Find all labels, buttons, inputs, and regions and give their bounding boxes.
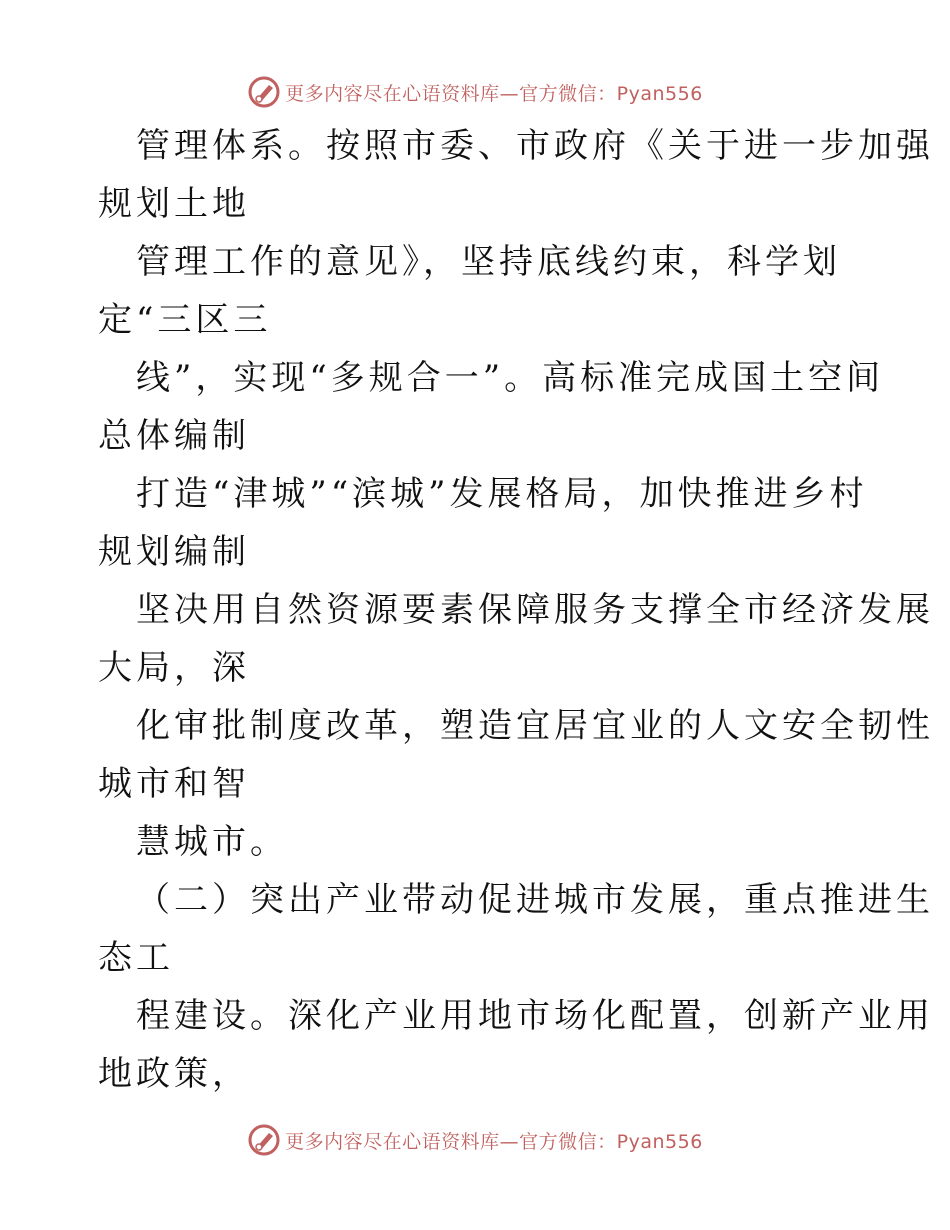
paragraph [0, 816, 950, 874]
paragraph-line: 程建设。深化产业用地市场化配置，创新产业用 [136, 996, 934, 1036]
paragraph [0, 120, 950, 236]
pen-logo-icon [247, 75, 281, 109]
paragraph-line-wrap: 态工 [98, 938, 174, 978]
paragraph [0, 990, 950, 1106]
paragraph-line: 化审批制度改革，塑造宜居宜业的人文安全韧性 [136, 706, 934, 746]
pen-logo-icon [247, 1123, 281, 1157]
paragraph-line-wrap: 规划编制 [98, 532, 250, 572]
paragraph-line-wrap: 定“三区三 [98, 300, 272, 340]
footer-watermark [0, 1120, 950, 1160]
paragraph [0, 468, 950, 584]
document-body [0, 120, 950, 1106]
header-watermark [0, 72, 950, 112]
paragraph-line-wrap: 地政策， [98, 1054, 250, 1094]
paragraph-line-wrap: 总体编制 [98, 416, 250, 456]
paragraph-line: （二）突出产业带动促进城市发展，重点推进生 [136, 880, 934, 920]
paragraph-line-wrap: 城市和智 [98, 764, 250, 804]
paragraph-line-wrap: 大局，深 [98, 648, 250, 688]
paragraph-line: 管理体系。按照市委、市政府《关于进一步加强 [136, 126, 934, 166]
paragraph [0, 700, 950, 816]
paragraph [0, 352, 950, 468]
paragraph-line-wrap: 规划土地 [98, 184, 250, 224]
paragraph-line: 线”，实现“多规合一”。高标准完成国土空间 [136, 358, 885, 398]
watermark-text: 更多内容尽在心语资料库—官方微信：Pyan556 [285, 1130, 703, 1153]
watermark-text: 更多内容尽在心语资料库—官方微信：Pyan556 [285, 82, 703, 105]
paragraph-line: 坚决用自然资源要素保障服务支撑全市经济发展 [136, 590, 934, 630]
paragraph [0, 874, 950, 990]
paragraph-line: 管理工作的意见》，坚持底线约束，科学划 [136, 242, 841, 282]
paragraph-line: 打造“津城”“滨城”发展格局，加快推进乡村 [136, 474, 868, 514]
paragraph-line: 慧城市。 [136, 822, 288, 862]
paragraph [0, 236, 950, 352]
paragraph [0, 584, 950, 700]
